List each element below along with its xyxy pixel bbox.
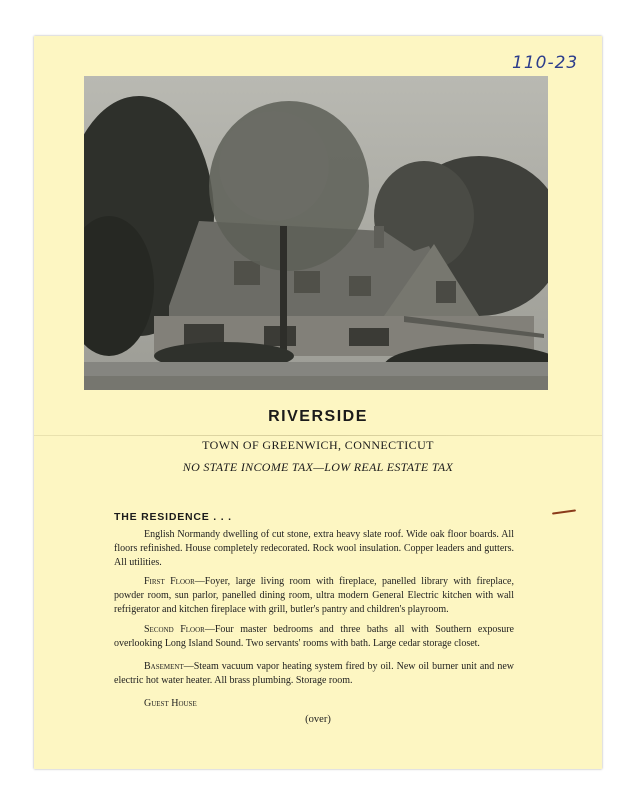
house-photo: [84, 76, 548, 390]
second-floor-text: —Four master bedrooms and three baths all with Southern exposure overlooking Long Island Sound. Two servants' rooms with bath. Large cedar storage closet.: [114, 624, 514, 649]
pencil-mark: [552, 509, 576, 514]
basement-paragraph: [114, 660, 514, 688]
basement-label: Basement: [144, 661, 184, 672]
page-title: RIVERSIDE: [268, 408, 368, 425]
tax-tagline: NO STATE INCOME TAX—LOW REAL ESTATE TAX: [182, 460, 454, 474]
brochure-page: [34, 36, 602, 769]
second-floor-paragraph: [114, 623, 514, 651]
first-floor-text: —Foyer, large living room with fireplace, panelled library with fireplace, powder room, sun parlor, panelled dining room, ultra modern General Electric kitchen with wall refrigerator and kitchen fireplace with grill, butler's pantry and children's playroom.: [114, 576, 514, 615]
fold-line: [34, 435, 602, 436]
handwritten-note: 110-23: [512, 53, 579, 73]
first-floor-label: First Floor: [144, 576, 195, 587]
location-subtitle: TOWN OF GREENWICH, CONNECTICUT: [202, 438, 434, 452]
residence-intro: English Normandy dwelling of cut stone, extra heavy slate roof. Wide oak floor boards. All floors refinished. House completely redecorated. Rock wool insulation. Copper leaders and gutters. All utilities.: [114, 529, 514, 568]
guest-house-heading: Guest House: [144, 698, 197, 709]
over-note: (over): [305, 714, 331, 725]
first-floor-paragraph: [114, 575, 514, 617]
second-floor-label: Second Floor: [144, 624, 205, 635]
section-heading-residence: THE RESIDENCE . . .: [114, 511, 232, 523]
house-photo-icon: [84, 76, 548, 390]
basement-text: —Steam vacuum vapor heating system fired by oil. New oil burner unit and new electric hot water heater. All brass plumbing. Storage room.: [114, 661, 514, 686]
